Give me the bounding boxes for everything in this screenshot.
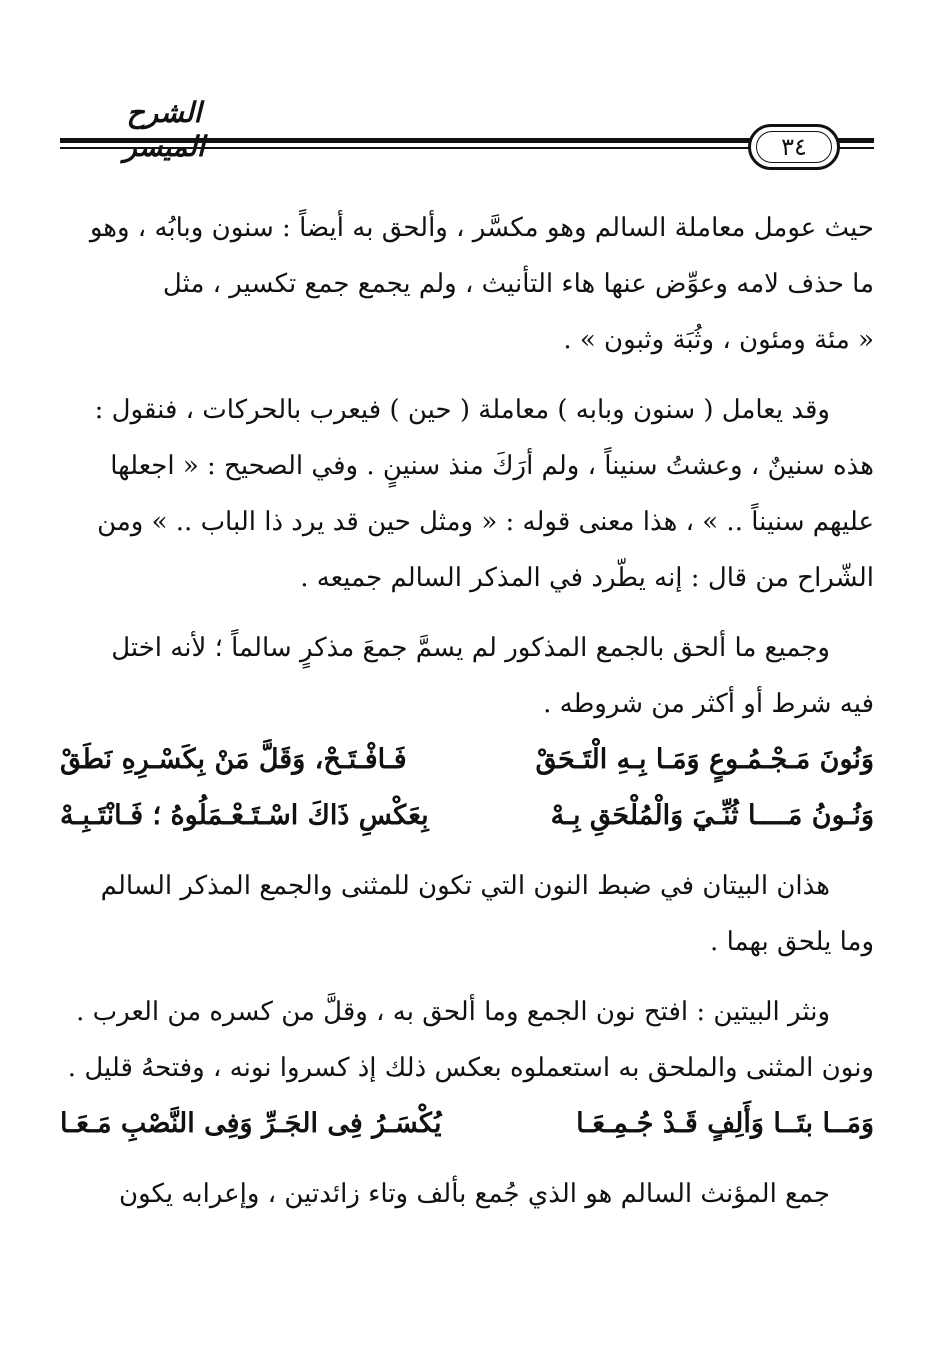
header-rule-thick-right <box>838 138 874 143</box>
poem-verse-2 <box>60 788 874 844</box>
text-line: حيث عومل معاملة السالم وهو مكسَّر ، وألحق به أيضاً : سنون وبابُه ، وهو <box>89 213 874 243</box>
text-line: وقد يعامل ( سنون وبابه ) معاملة ( حين ) فيعرب بالحركات ، فنقول : <box>94 395 830 425</box>
text-line: وجميع ما ألحق بالجمع المذكور لم يسمَّ جمعَ مذكرٍ سالماً ؛ لأنه اختل <box>111 633 830 663</box>
text-line: الشّراح من قال : إنه يطّرد في المذكر السالم جميعه . <box>300 563 874 593</box>
paragraph-2 <box>60 382 874 606</box>
paragraph-4 <box>60 858 874 970</box>
header-rule-thick <box>60 138 750 143</box>
page-number-badge <box>748 124 840 170</box>
text-line: عليهم سنيناً .. » ، هذا معنى قوله : « ومثل حين قد يرد ذا الباب .. » ومن <box>97 507 874 537</box>
verse-second-half: فَـافْـتَـحْ، وَقَلَّ مَنْ بِكَسْـرِهِ نَطَقْ <box>60 744 407 775</box>
paragraph-1 <box>60 200 874 368</box>
header-rule-thin-right <box>838 147 874 149</box>
verse-first-half: وَنُـونُ مَــــا ثُنِّـيَ وَالْمُلْحَقِ بِـهْ <box>550 800 874 831</box>
text-line: « مئة ومئون ، وثُبَة وثبون » . <box>563 325 874 355</box>
book-title: الشرح <box>126 96 202 129</box>
poem-verse-1 <box>60 732 874 788</box>
paragraph-3 <box>60 620 874 732</box>
text-line: ونثر البيتين : افتح نون الجمع وما ألحق به ، وقلَّ من كسره من العرب . <box>76 997 830 1027</box>
verse-first-half: وَنُونَ مَـجْـمُـوعٍ وَمَـا بِـهِ الْتَـحَقْ <box>535 744 874 775</box>
text-line: ما حذف لامه وعوِّض عنها هاء التأنيث ، ولم يجمع جمع تكسير ، مثل <box>162 269 874 299</box>
verse-first-half: وَمَــا بتَــا وَأَلِفٍ قَـدْ جُـمِـعَـا <box>576 1108 874 1139</box>
header-rule-thin <box>60 147 750 149</box>
text-line: هذه سنينٌ ، وعشتُ سنيناً ، ولم أرَكَ منذ سنينٍ . وفي الصحيح : « اجعلها <box>110 451 874 481</box>
text-line: جمع المؤنث السالم هو الذي جُمع بألف وتاء زائدتين ، وإعرابه يكون <box>119 1179 830 1209</box>
text-line: ونون المثنى والملحق به استعملوه بعكس ذلك إذ كسروا نونه ، وفتحهُ قليل . <box>67 1053 874 1083</box>
paragraph-6 <box>60 1166 874 1222</box>
verse-second-half: يُكْسَـرُ فِى الجَـرِّ وَفِى النَّصْبِ مَـعَـا <box>60 1108 442 1139</box>
verse-second-half: بِعَكْسِ ذَاكَ اسْـتَـعْـمَلُوهُ ؛ فَـانْتَـبِـهْ <box>60 800 429 831</box>
paragraph-5 <box>60 984 874 1096</box>
text-line: فيه شرط أو أكثر من شروطه . <box>543 689 874 719</box>
text-line: هذان البيتان في ضبط النون التي تكون للمثنى والجمع المذكر السالم <box>100 871 830 901</box>
page-number: ٣٤ <box>756 131 832 163</box>
poem-verse-3 <box>60 1096 874 1152</box>
text-line: وما يلحق بهما . <box>710 927 874 957</box>
page-body <box>60 200 874 1222</box>
